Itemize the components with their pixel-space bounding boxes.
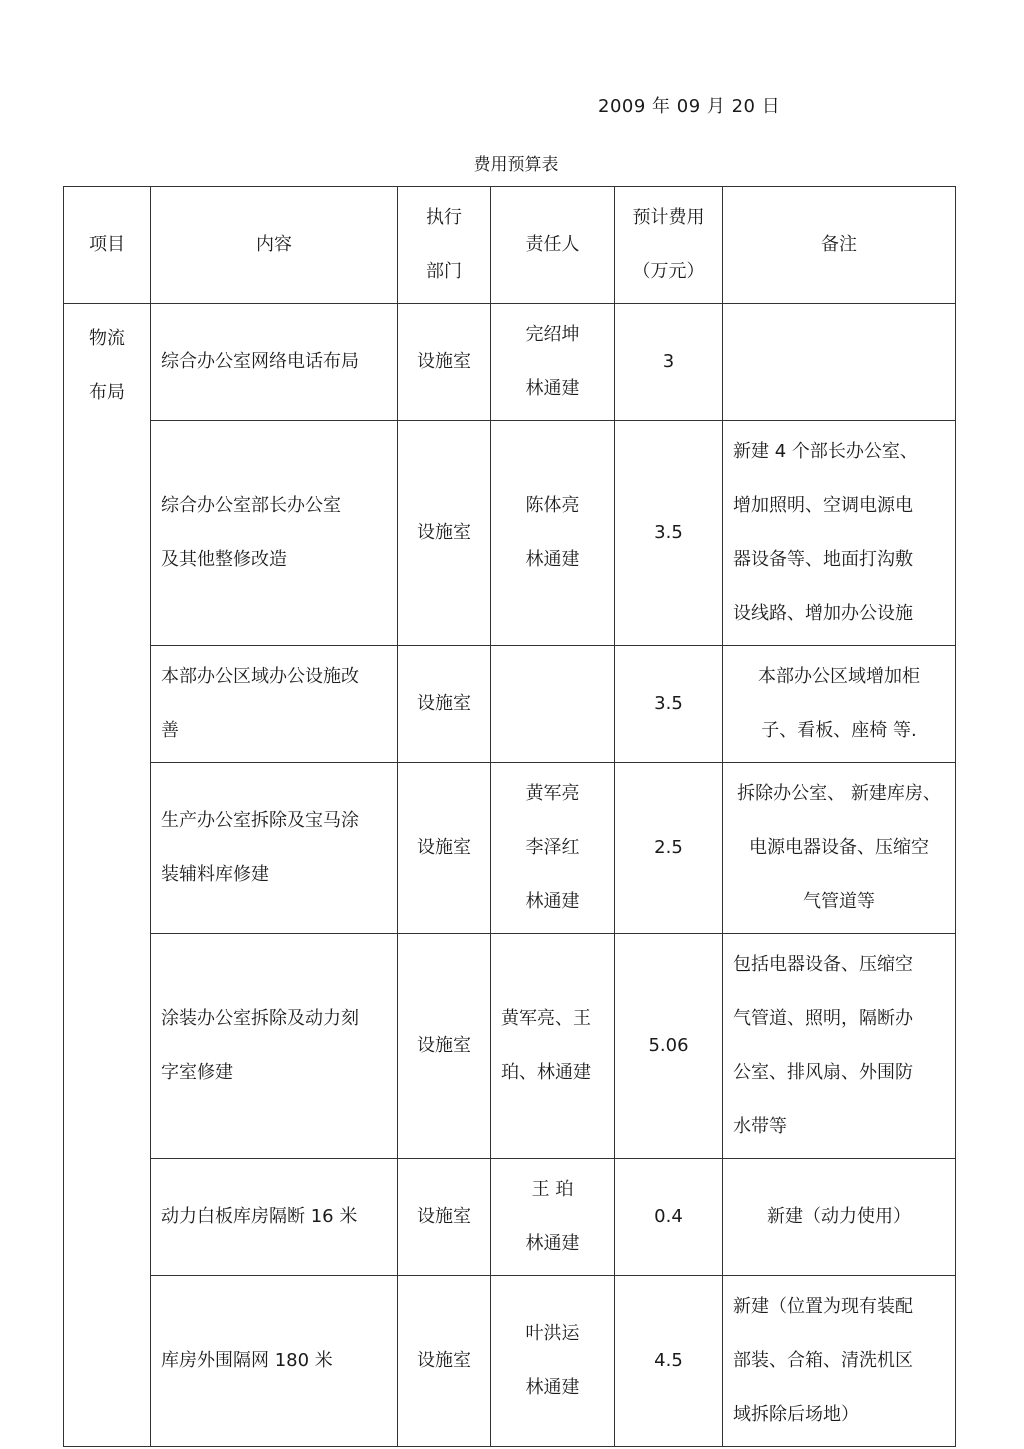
remark-cell: 包括电器设备、压缩空 气管道、照明，隔断办 公室、排风扇、外围防 水带等 — [723, 934, 956, 1159]
table-row — [64, 1276, 956, 1447]
content-cell: 生产办公室拆除及宝马涂 装辅料库修建 — [151, 763, 398, 934]
cost-cell: 3.5 — [615, 421, 723, 646]
header-row — [64, 187, 956, 304]
person-cell: 叶洪运 林通建 — [491, 1276, 615, 1447]
remark-cell: 拆除办公室、 新建库房、 电源电器设备、压缩空 气管道等 — [723, 763, 956, 934]
table-row — [64, 1159, 956, 1276]
content-cell: 库房外围隔网 180 米 — [151, 1276, 398, 1447]
remark-cell: 新建（动力使用） — [723, 1159, 956, 1276]
document-date: 2009 年 09 月 20 日 — [598, 96, 781, 117]
department-cell: 设施室 — [398, 1276, 491, 1447]
table-row — [64, 763, 956, 934]
table-row — [64, 304, 956, 421]
cost-cell: 3.5 — [615, 646, 723, 763]
header-person: 责任人 — [491, 187, 615, 304]
person-cell: 黄军亮、王 珀、林通建 — [491, 934, 615, 1159]
header-remark: 备注 — [723, 187, 956, 304]
header-project: 项目 — [64, 187, 151, 304]
table-title: 费用预算表 — [473, 155, 559, 175]
table-row — [64, 646, 956, 763]
remark-cell: 本部办公区域增加柜 子、看板、座椅 等. — [723, 646, 956, 763]
content-cell: 综合办公室部长办公室 及其他整修改造 — [151, 421, 398, 646]
header-content: 内容 — [151, 187, 398, 304]
department-cell: 设施室 — [398, 304, 491, 421]
table-row — [64, 934, 956, 1159]
content-cell: 本部办公区域办公设施改 善 — [151, 646, 398, 763]
department-cell: 设施室 — [398, 934, 491, 1159]
remark-cell — [723, 304, 956, 421]
person-cell: 完绍坤 林通建 — [491, 304, 615, 421]
project-cell: 物流 布局 — [64, 304, 151, 1447]
content-cell: 综合办公室网络电话布局 — [151, 304, 398, 421]
cost-cell: 3 — [615, 304, 723, 421]
header-department: 执行 部门 — [398, 187, 491, 304]
remark-cell: 新建（位置为现有装配 部装、合箱、清洗机区 域拆除后场地） — [723, 1276, 956, 1447]
cost-cell: 2.5 — [615, 763, 723, 934]
cost-cell: 5.06 — [615, 934, 723, 1159]
cost-cell: 0.4 — [615, 1159, 723, 1276]
content-cell: 动力白板库房隔断 16 米 — [151, 1159, 398, 1276]
person-cell — [491, 646, 615, 763]
budget-table — [63, 186, 956, 1447]
department-cell: 设施室 — [398, 421, 491, 646]
header-cost: 预计费用 （万元） — [615, 187, 723, 304]
person-cell: 陈体亮 林通建 — [491, 421, 615, 646]
person-cell: 黄军亮 李泽红 林通建 — [491, 763, 615, 934]
table-row — [64, 421, 956, 646]
department-cell: 设施室 — [398, 1159, 491, 1276]
person-cell: 王 珀 林通建 — [491, 1159, 615, 1276]
remark-cell: 新建 4 个部长办公室、 增加照明、空调电源电 器设备等、地面打沟敷 设线路、增加办公设施 — [723, 421, 956, 646]
department-cell: 设施室 — [398, 646, 491, 763]
department-cell: 设施室 — [398, 763, 491, 934]
cost-cell: 4.5 — [615, 1276, 723, 1447]
content-cell: 涂装办公室拆除及动力刻 字室修建 — [151, 934, 398, 1159]
